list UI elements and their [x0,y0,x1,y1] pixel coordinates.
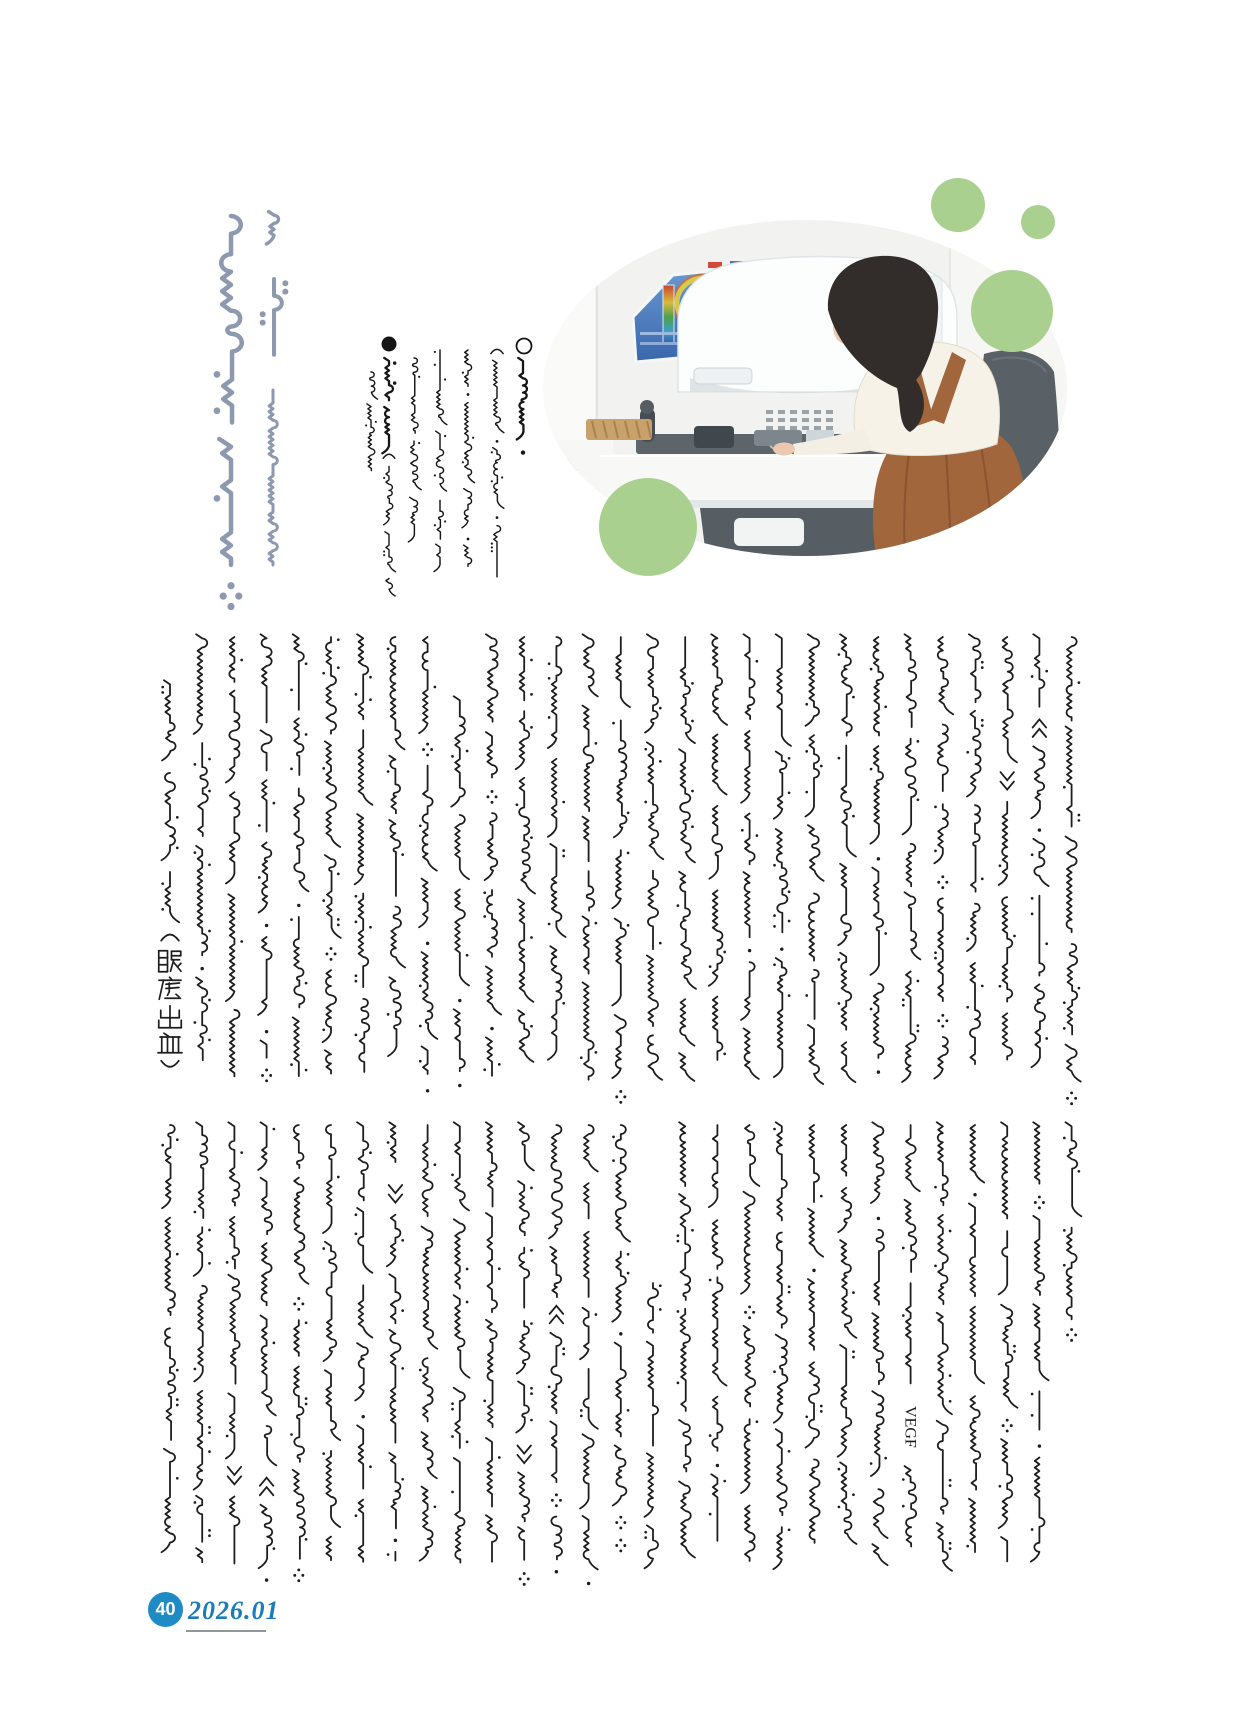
patient-hand [773,443,795,456]
page-number: 40 [155,1599,176,1619]
issue-date: 2026.01 [188,1596,280,1625]
green-circle [971,270,1053,352]
ring-bullet-icon [517,339,532,354]
green-circle [931,178,985,232]
dot-bullet-icon [382,337,397,352]
latin-acronym: VEGF [901,1406,919,1448]
green-circle [1021,205,1055,239]
green-circle [599,478,697,576]
wooden-rest [586,419,652,440]
